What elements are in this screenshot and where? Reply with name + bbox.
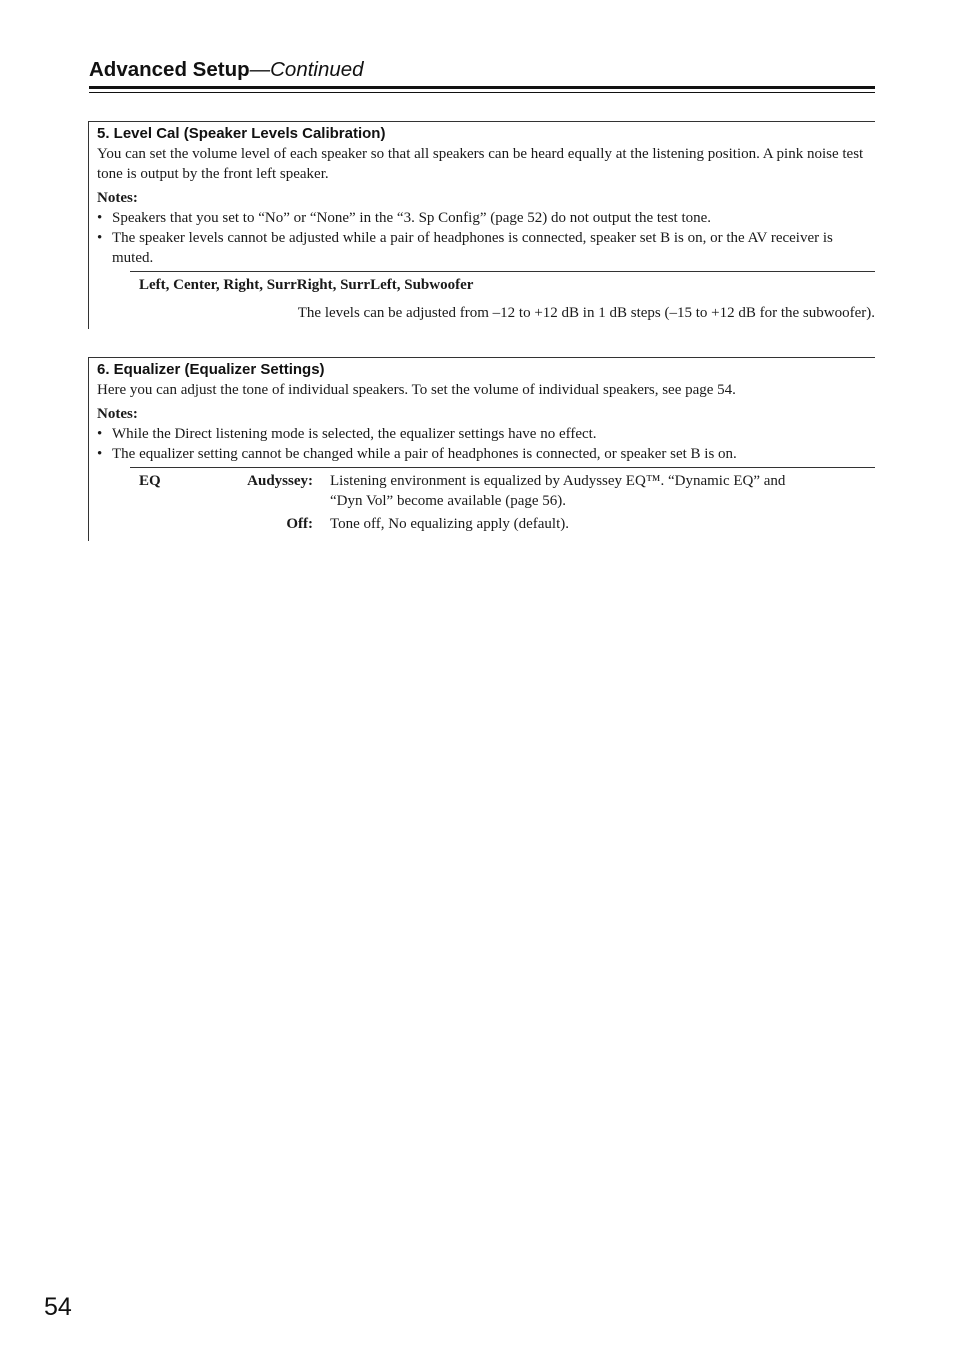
list-item <box>97 228 875 268</box>
parameter-name: EQ <box>139 473 161 489</box>
list-item <box>97 208 875 228</box>
section-equalizer <box>88 357 875 541</box>
note-text: While the Direct listening mode is selected, the equalizer settings have no effect. <box>112 426 597 442</box>
notes-label: Notes: <box>97 190 138 206</box>
list-item <box>97 444 875 464</box>
parameter-block <box>130 271 875 327</box>
note-text: The equalizer setting cannot be changed while a pair of headphones is connected, or speaker set B is on. <box>112 446 737 462</box>
option-line: “Dyn Vol” become available (page 56). <box>330 493 567 509</box>
section-level-cal <box>88 121 875 329</box>
header-rule-thin <box>89 92 875 93</box>
parameter-name: Left, Center, Right, SurrRight, SurrLeft, Subwoofer <box>139 277 474 293</box>
bullet-glyph: • <box>97 210 103 226</box>
parameter-block <box>130 467 875 538</box>
page-number: 54 <box>44 1293 72 1321</box>
page-header <box>89 56 875 84</box>
page-title-continued: —Continued <box>249 58 364 81</box>
note-text: The speaker levels cannot be adjusted while a pair of headphones is connected, speaker set B is on, or the AV receiver is muted. <box>112 230 833 266</box>
section-title: 5. Level Cal (Speaker Levels Calibration) <box>97 125 386 142</box>
option-description-audyssey <box>330 471 850 511</box>
note-text: Speakers that you set to “No” or “None” in the “3. Sp Config” (page 52) do not output the test tone. <box>112 210 712 226</box>
list-item <box>97 424 875 444</box>
section-intro: You can set the volume level of each speaker so that all speakers can be heard equally at the listening position. A pink noise test tone is output by the front left speaker. <box>97 146 864 182</box>
option-line: Tone off, No equalizing apply (default). <box>330 516 570 532</box>
page-title <box>89 56 875 84</box>
page-title-main: Advanced Setup <box>89 58 250 81</box>
section-intro: Here you can adjust the tone of individual speakers. To set the volume of individual speakers, see page 54. <box>97 382 736 398</box>
header-rule-thick <box>89 86 875 89</box>
section-title: 6. Equalizer (Equalizer Settings) <box>97 361 325 378</box>
option-label-audyssey: Audyssey: <box>247 473 313 489</box>
notes-label: Notes: <box>97 406 138 422</box>
option-label-off: Off: <box>286 516 313 532</box>
option-description-off <box>330 514 850 534</box>
eq-option-table <box>130 468 875 538</box>
option-line: Listening environment is equalized by Audyssey EQ™. “Dynamic EQ” and <box>330 473 786 489</box>
bullet-glyph: • <box>97 230 103 246</box>
bullet-glyph: • <box>97 426 103 442</box>
parameter-description: The levels can be adjusted from –12 to +12 dB in 1 dB steps (–15 to +12 dB for the subwoofer). <box>297 305 875 321</box>
bullet-glyph: • <box>97 446 103 462</box>
